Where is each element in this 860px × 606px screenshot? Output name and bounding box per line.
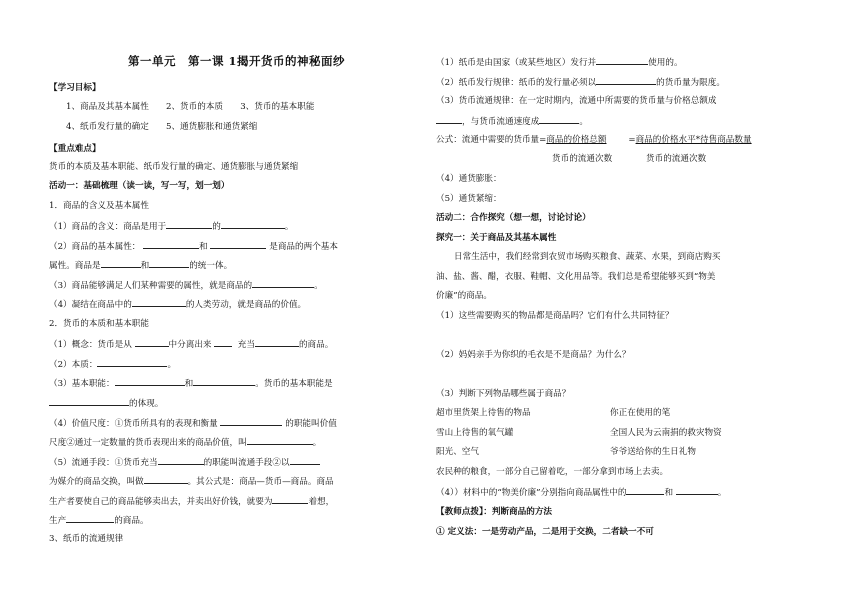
goals-heading: 【学习目标】 <box>49 83 101 93</box>
goals-row-2: 4、纸币发行量的确定 5、通货膨胀和通货紧缩 <box>66 122 258 132</box>
paragraph-line-3: 价廉”的商品。 <box>436 291 492 301</box>
paragraph-line-1: 日常生活中，我们经常到农贸市场购买粮食、蔬菜、水果，到商店购买 <box>454 252 721 262</box>
blank[interactable] <box>252 278 314 288</box>
line-2-5-cont2: 生产者要使自己的商品能够卖出去，并卖出好价钱，就要为 着想， <box>49 494 334 508</box>
blank[interactable] <box>596 75 656 85</box>
deflation-line: （5）通货紧缩： <box>436 194 502 204</box>
list-item: 超市里货架上待售的物品 <box>436 408 531 418</box>
blank[interactable] <box>66 513 114 523</box>
formula-denominator-2: 货币的流通次数 <box>646 154 707 164</box>
blank[interactable] <box>676 485 718 495</box>
blank[interactable] <box>272 494 308 504</box>
blank[interactable] <box>255 337 299 347</box>
blank[interactable] <box>115 376 185 386</box>
formula-denominator-1: 货币的流通次数 <box>552 154 613 164</box>
blank[interactable] <box>143 239 199 249</box>
teacher-tips-heading: 【教师点拨】：判断商品的方法 <box>436 507 553 517</box>
list-item: 阳光、空气 <box>436 447 479 457</box>
section-2-heading: 2．货币的本质和基本职能 <box>49 319 149 329</box>
question-2: （2）妈妈亲手为你织的毛衣是不是商品？为什么？ <box>436 350 631 360</box>
blank[interactable] <box>97 357 167 367</box>
list-item: 爷爷送给你的生日礼物 <box>610 447 696 457</box>
blank[interactable] <box>193 376 255 386</box>
list-item: 全国人民为云南捐的救灾物资 <box>610 428 722 438</box>
page-title: 第一单元 第一课 1揭开货币的神秘面纱 <box>128 54 346 68</box>
section-3-heading: 3、纸币的流通规律 <box>49 534 124 544</box>
formula-line: 公式：流通中需要的货币量=商品的价格总额 =商品的价格水平*待售商品数量 <box>436 135 752 145</box>
key-text: 货币的本质及基本职能、纸币发行量的确定、通货膨胀与通货紧缩 <box>49 162 299 172</box>
line-2-1: （1）概念：货币是从 中分离出来 充当 的商品。 <box>49 337 333 351</box>
question-4: （4））材料中的“物美价廉”分别指向商品属性中的 和 。 <box>436 485 726 499</box>
explore-1-heading: 探究一：关于商品及其基本属性 <box>436 233 557 243</box>
list-item: 你正在使用的笔 <box>610 408 671 418</box>
blank[interactable] <box>135 337 169 347</box>
line-1-3: （3）商品能够满足人们某种需要的属性，就是商品的 。 <box>49 278 323 292</box>
line-2-5-cont1: 为媒介的商品交换，叫做 。其公式是：商品—货币—商品。商品 <box>49 474 334 488</box>
blank[interactable] <box>144 474 188 484</box>
line-2-4: （4）价值尺度：①货币所具有的表现和衡量 的职能叫价值 <box>49 416 337 430</box>
blank[interactable] <box>214 337 232 347</box>
formula-numerator-1: 商品的价格总额 <box>546 135 607 145</box>
line-1-1: （1）商品的含义：商品是用于 的 。 <box>49 219 293 233</box>
right-line-2: （2）纸币发行规律：纸币的发行量必须以 的货币量为限度。 <box>436 75 725 89</box>
line-2-2: （2）本质： 。 <box>49 357 176 371</box>
line-2-3: （3）基本职能： 和 。货币的基本职能是 <box>49 376 333 390</box>
activity-2-heading: 活动二：合作探究（想一想，讨论讨论） <box>436 213 591 223</box>
question-1: （1）这些需要购买的物品都是商品吗？它们有什么共同特征？ <box>436 311 674 321</box>
blank[interactable] <box>132 297 186 307</box>
blank[interactable] <box>210 239 266 249</box>
goals-row-1: 1、商品及其基本属性 2、货币的本质 3、货币的基本职能 <box>66 102 315 112</box>
line-2-5-cont3: 生产 的商品。 <box>49 513 149 527</box>
blank[interactable] <box>221 219 285 229</box>
line-2-3-cont: 的体现。 <box>49 396 163 410</box>
blank[interactable] <box>220 416 282 426</box>
method-1: ① 定义法：一是劳动产品，二是用于交换，二者缺一不可 <box>436 527 654 537</box>
blank[interactable] <box>101 258 141 268</box>
blank[interactable] <box>49 396 129 406</box>
blank[interactable] <box>539 114 579 124</box>
blank[interactable] <box>166 219 212 229</box>
blank[interactable] <box>626 485 664 495</box>
section-1-heading: 1．商品的含义及基本属性 <box>49 201 149 211</box>
list-item: 农民种的粮食，一部分自己留着吃，一部分拿到市场上去卖。 <box>436 467 669 477</box>
question-3: （3）判断下列物品哪些属于商品？ <box>436 389 571 399</box>
line-1-2: （2）商品的基本属性： 和 是商品的两个基本 <box>49 239 338 253</box>
inflation-line: （4）通货膨胀： <box>436 174 502 184</box>
line-2-5: （5）流通手段：①货币充当 的职能叫流通手段②以 <box>49 455 320 469</box>
paragraph-line-2: 油、盐、酱、醋，衣服、鞋帽、文化用品等。我们总是希望能够买到“物美 <box>436 272 716 282</box>
blank[interactable] <box>290 455 320 465</box>
formula-numerator-2: 商品的价格水平*待售商品数量 <box>635 135 752 145</box>
blank[interactable] <box>149 258 189 268</box>
blank[interactable] <box>247 435 313 445</box>
list-item: 雪山上待售的氧气罐 <box>436 428 514 438</box>
blank[interactable] <box>596 55 648 65</box>
line-2-4-cont: 尺度②通过一定数量的货币表现出来的商品价值，叫 。 <box>49 435 321 449</box>
right-line-3: （3）货币流通规律：在一定时期内，流通中所需要的货币量与价格总额成 <box>436 96 717 106</box>
line-1-2-cont: 属性。商品是 和 的统一体。 <box>49 258 232 272</box>
blank[interactable] <box>158 455 204 465</box>
activity-1-heading: 活动一：基础梳理（读一读，写一写，划一划） <box>49 181 230 191</box>
line-1-4: （4）凝结在商品中的 的人类劳动，就是商品的价值。 <box>49 297 306 311</box>
key-heading: 【重点难点】 <box>49 144 101 154</box>
right-line-1: （1）纸币是由国家（或某些地区）发行并 使用的。 <box>436 55 683 69</box>
right-line-3-cont: ，与货币流通速度成 。 <box>436 114 588 128</box>
blank[interactable] <box>436 114 462 124</box>
